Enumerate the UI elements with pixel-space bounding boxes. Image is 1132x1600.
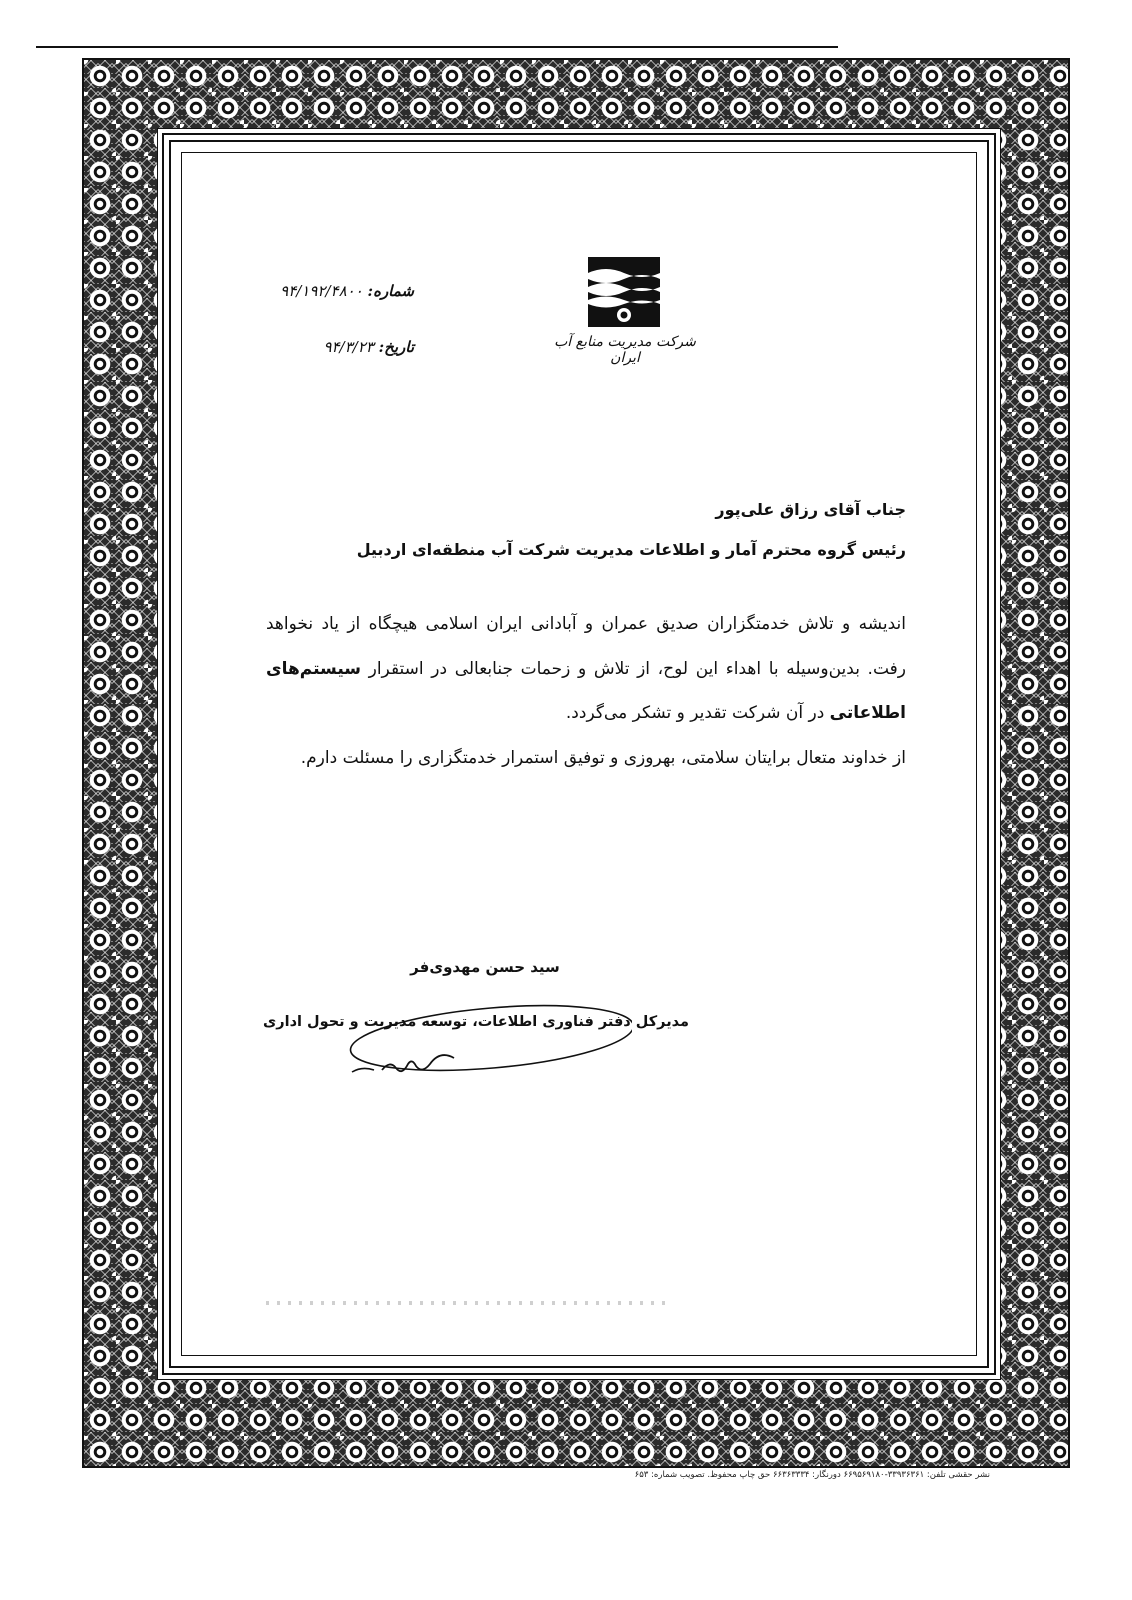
faint-scan-marks [266, 1301, 666, 1305]
body-paragraph-1 [266, 602, 906, 736]
number-value: ۹۴/۱۹۲/۴۸۰۰ [280, 282, 363, 300]
letter-date [300, 338, 414, 356]
letter-number [268, 282, 414, 300]
signatory-title: مدیرکل دفتر فناوری اطلاعات، توسعه مدیریت و تحول اداری [262, 1014, 689, 1030]
handwritten-signature [332, 992, 632, 1082]
body-p1-part-c: در آن شرکت تقدیر و تشکر می‌گردد. [565, 703, 825, 723]
date-value: ۹۴/۳/۲۳ [323, 338, 374, 356]
printer-footer: نشر حقشی تلفن: ۳۳۹۳۶۳۶۱-۶۶۹۵۶۹۱۸۰ دورنگار: ۶۶۳۶۳۳۳۴ حق چاپ محفوظ. تصویب شماره: ۶۵۳ [634, 1470, 990, 1480]
top-rule [36, 46, 838, 48]
body-p1-part-a: اندیشه و تلاش خدمتگزاران صدیق عمران و آبادانی ایران اسلامی هیچگاه از یاد نخواهد رفت. بدین‌وسیله با اهداء این لوح، از تلاش و زحمات جنابعالی در استقرار [266, 614, 906, 679]
date-label: تاریخ: [378, 338, 414, 356]
logo-caption: شرکت مدیریت منابع آب ایران [554, 334, 696, 366]
addressee-name: جناب آقای رزاق علی‌پور [715, 500, 906, 519]
signatory-name: سید حسن مهدوی‌فر [410, 958, 560, 976]
letter-body [266, 602, 906, 780]
addressee-title: رئیس گروه محترم آمار و اطلاعات مدیریت شرکت آب منطقه‌ای اردبیل [356, 540, 906, 559]
body-paragraph-2: از خداوند متعال برایتان سلامتی، بهروزی و توفیق استمرار خدمتگزاری را مسئلت دارم. [300, 747, 906, 768]
number-label: شماره: [367, 282, 414, 300]
water-waves-logo-icon [584, 257, 664, 331]
body-p1-highlight: سیستم‌های اطلاعاتی [266, 658, 906, 723]
